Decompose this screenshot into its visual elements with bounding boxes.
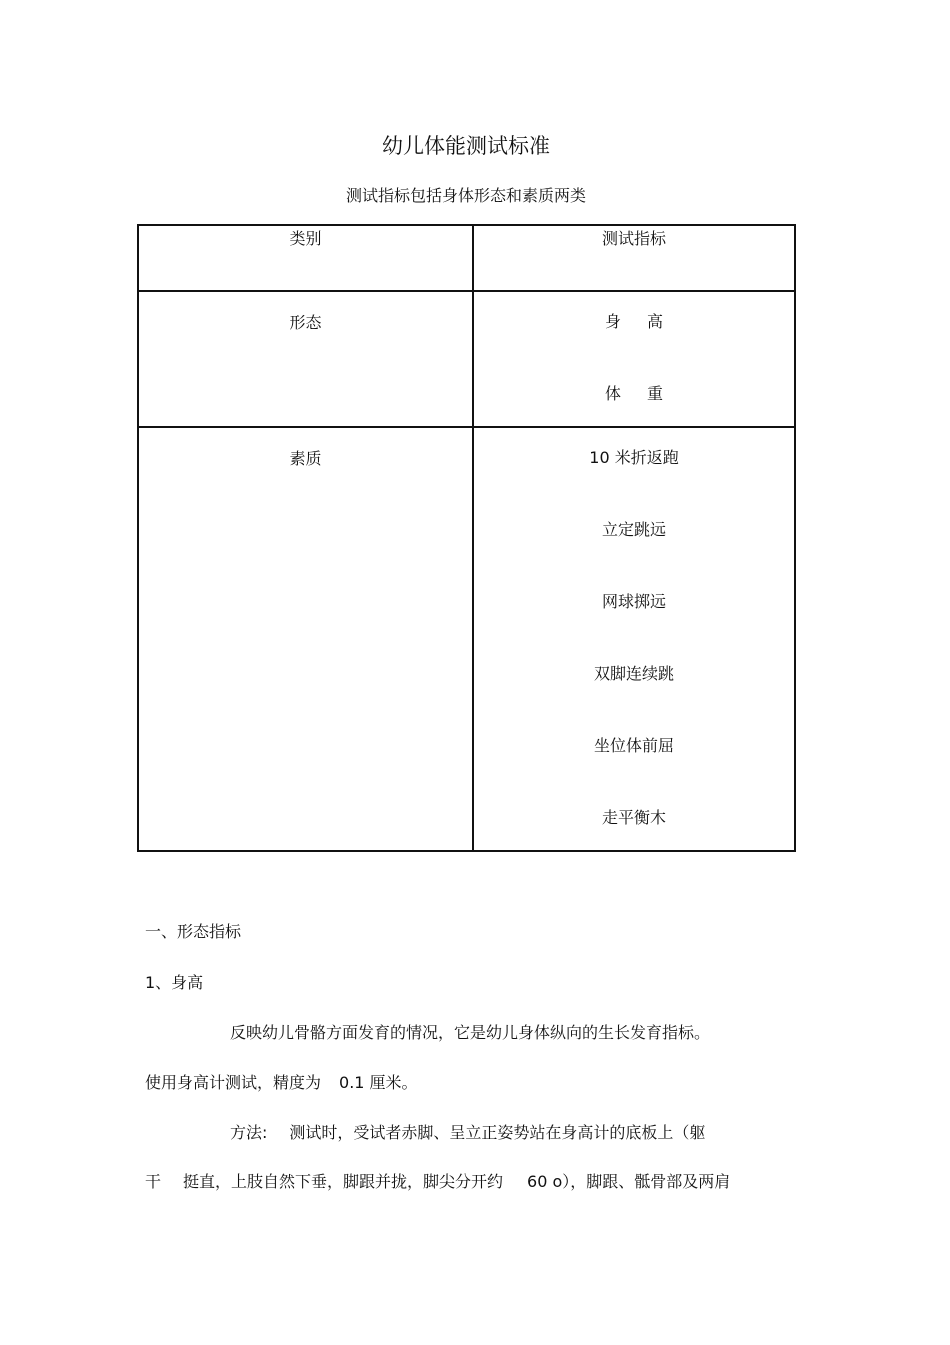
category-cell xyxy=(138,427,473,851)
indicator-item: 立定跳远 xyxy=(601,520,666,539)
header-category: 类别 xyxy=(138,225,473,291)
category-cell xyxy=(138,291,473,427)
section-heading: 一、形态指标 xyxy=(145,922,242,941)
sub-heading: 1、身高 xyxy=(145,973,204,992)
indicator-item: 体 重 xyxy=(604,384,664,403)
indicator-item: 10 米折返跑 xyxy=(589,448,679,467)
table-row xyxy=(138,291,795,427)
indicator-cell xyxy=(473,291,795,427)
document-subtitle: 测试指标包括身体形态和素质两类 xyxy=(345,186,586,205)
indicator-item: 身 高 xyxy=(604,312,664,331)
category-label: 形态 xyxy=(289,313,322,332)
indicator-item: 走平衡木 xyxy=(601,808,666,827)
indicator-cell xyxy=(473,427,795,851)
indicator-item: 坐位体前屈 xyxy=(593,736,674,755)
paragraph-line: 反映幼儿骨骼方面发育的情况，它是幼儿身体纵向的生长发育指标。 xyxy=(230,1023,711,1042)
category-label: 素质 xyxy=(289,449,322,468)
indicator-item: 网球掷远 xyxy=(601,592,666,611)
test-index-table xyxy=(137,224,796,852)
table-row xyxy=(138,427,795,851)
paragraph-line: 使用身高计测试，精度为 0.1 厘米。 xyxy=(145,1073,418,1092)
header-indicator: 测试指标 xyxy=(473,225,795,291)
indicator-item: 双脚连续跳 xyxy=(593,664,674,683)
paragraph-line: 方法: 测试时，受试者赤脚、呈立正姿势站在身高计的底板上（躯 xyxy=(230,1123,706,1142)
table-header-row xyxy=(138,225,795,291)
paragraph-line: 干 挺直，上肢自然下垂，脚跟并拢，脚尖分开约 60 o），脚跟、骶骨部及两肩 xyxy=(145,1172,731,1191)
document-title: 幼儿体能测试标准 xyxy=(382,134,550,158)
